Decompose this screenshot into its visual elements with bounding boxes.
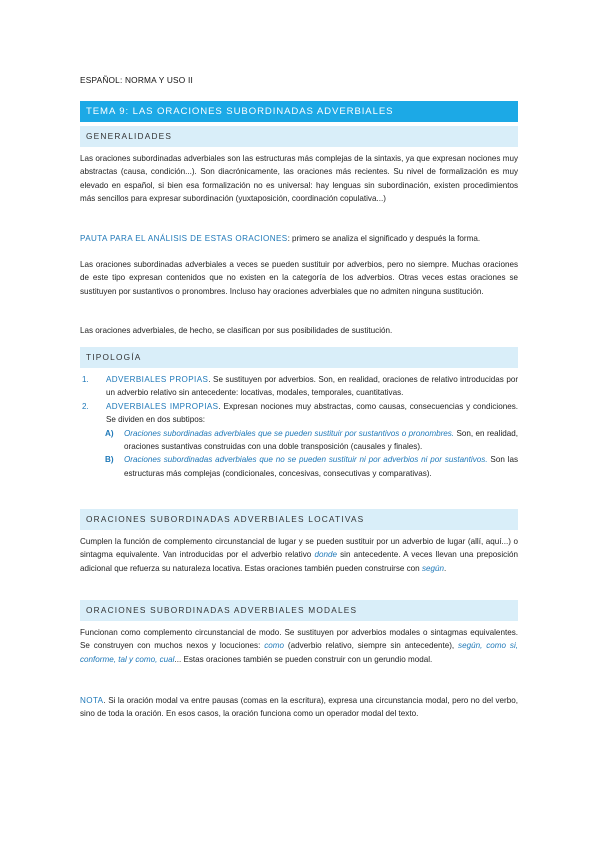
item-text: . Se sustituyen por adverbios. Son, en realidad, oraciones de relativo introducidas por un adverbio relativo sin antecedente: locativas, modales, temporales, cuantitativas. [106, 375, 519, 398]
section-heading-generalidades: GENERALIDADES [80, 126, 518, 147]
item-label: ADVERBIALES IMPROPIAS [106, 401, 219, 411]
sub-item-italic: Oraciones subordinadas adverbiales que se pueden sustituir por sustantivos o pronombres. [124, 428, 455, 438]
paragraph-generalidades: Las oraciones subordinadas adverbiales son las estructuras más complejas de la sintaxis, ya que expresan nociones muy abstractas (causa, condición...). Son diacrónicamente, las oraciones más recientes. Su nivel de formalización es muy elevado en español, si bien esa formalización no es universal: hay lenguas sin subordinación, existen procedimientos más sencillos para expresar subordinación (yuxtaposición, coordinación copulativa...) [80, 154, 518, 204]
keyword-donde: donde [314, 550, 337, 560]
paragraph-clasificacion: Las oraciones adverbiales, de hecho, se clasifican por sus posibilidades de sustitución. [80, 326, 393, 335]
paragraph-modales [80, 626, 518, 666]
text-segment: ... Estas oraciones también se pueden construir con un gerundio modal. [174, 654, 433, 664]
text-segment: (adverbio relativo, siempre sin antecedente), [284, 641, 459, 651]
nota-label: NOTA [80, 696, 104, 705]
list-item [80, 400, 518, 427]
list-number: 2. [82, 401, 89, 411]
paragraph-sustitucion: Las oraciones subordinadas adverbiales a veces se pueden sustituir por adverbios, pero no siempre. Muchas oraciones de este tipo expresan contenidos que no existen en la categoría de los adverbios. Otras veces estas oraciones se sustituyen por sustantivos o pronombres. Incluso hay oraciones adverbiales que no admiten ninguna sustitución. [80, 260, 518, 296]
section-heading-modales: ORACIONES SUBORDINADAS ADVERBIALES MODALES [80, 600, 518, 621]
nota-text: . Si la oración modal va entre pausas (comas en la escritura), expresa una circunstancia modal, pero no del verbo, sino de toda la oración. En esos casos, la oración funciona como un operador modal del texto. [80, 696, 518, 719]
sub-letter: A) [105, 428, 114, 438]
paragraph-pauta [80, 232, 518, 245]
sub-item-italic: Oraciones subordinadas adverbiales que no se pueden sustituir ni por adverbios ni por sustantivos. [124, 455, 488, 465]
sub-list-item [80, 453, 518, 480]
paragraph-locativas [80, 535, 518, 575]
sub-letter: B) [105, 455, 114, 465]
tipologia-list [80, 373, 518, 480]
paragraph-nota [80, 694, 518, 721]
pauta-text: : primero se analiza el significado y después la forma. [287, 234, 481, 243]
topic-heading: TEMA 9: LAS ORACIONES SUBORDINADAS ADVERBIALES [80, 101, 518, 122]
list-item [80, 373, 518, 400]
text-segment: Funcionan como complemento circunstancial de modo. Se sustituyen por adverbios modales o sintagmas equivalentes. Se construyen con muchos nexos y locuciones: [80, 628, 518, 651]
keyword-como: como [264, 641, 285, 651]
section-heading-tipologia: TIPOLOGÍA [80, 347, 518, 368]
keyword-segun: según [421, 563, 444, 573]
sub-item-text: Son las estructuras más complejas (condicionales, concesivas, consecutivas y comparativas). [124, 455, 519, 478]
item-text: . Expresan nociones muy abstractas, como causas, consecuencias y condiciones. Se dividen en dos subtipos: [106, 401, 518, 425]
sub-list-item [80, 427, 518, 454]
keyword-nexos: según, como si, conforme, tal y como, cual [80, 641, 519, 664]
course-title: ESPAÑOL: NORMA Y USO II [80, 75, 193, 85]
sub-item-text: Son, en realidad, oraciones sustantivas construidas con una doble transposición (causales y finales). [124, 428, 518, 452]
text-segment: Cumplen la función de complemento circunstancial de lugar y se pueden sustituir por un adverbio de lugar (allí, aquí...) o sintagma equivalente. Van introducidas por el adverbio relativo [80, 537, 518, 560]
pauta-label: PAUTA PARA EL ANÁLISIS DE ESTAS ORACIONES [80, 234, 288, 243]
section-heading-locativas: ORACIONES SUBORDINADAS ADVERBIALES LOCATIVAS [80, 509, 518, 530]
text-segment: . [444, 563, 447, 573]
list-number: 1. [82, 375, 89, 384]
text-segment: sin antecedente. A veces llevan una preposición adicional que refuerza su naturaleza locativa. Estas oraciones también pueden construirse con [80, 550, 518, 573]
item-label: ADVERBIALES PROPIAS [106, 375, 209, 384]
